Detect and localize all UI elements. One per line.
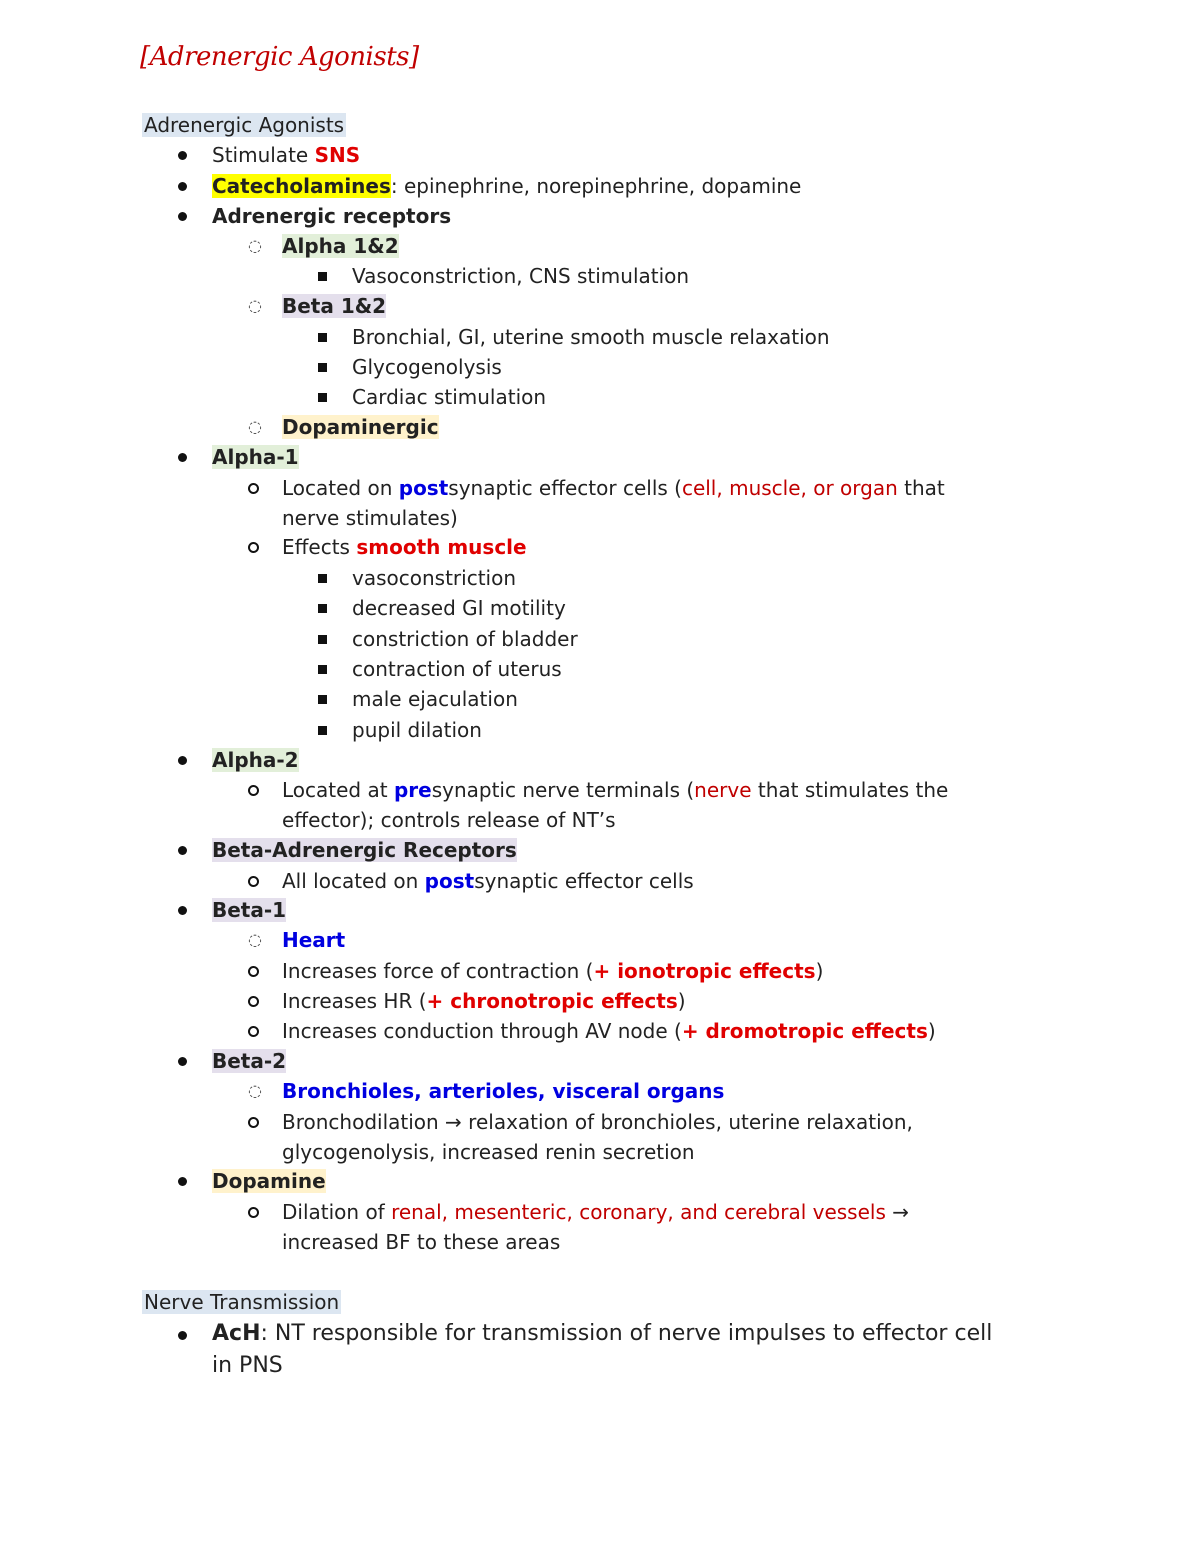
list-item: Alpha-2 — [212, 745, 299, 775]
bullet-icon — [178, 182, 187, 191]
list-item: ◌ Bronchioles, arterioles, visceral organs — [282, 1076, 724, 1106]
list-item-continuation: nerve stimulates) — [282, 506, 458, 530]
bullet-icon — [178, 1331, 187, 1340]
list-item: AcH: NT responsible for transmission of nerve impulses to effector cell — [212, 1319, 992, 1349]
square-bullet-icon — [318, 574, 327, 583]
square-bullet-icon — [318, 635, 327, 644]
bullet-icon — [178, 756, 187, 765]
list-item: pupil dilation — [352, 715, 482, 745]
list-item: vasoconstriction — [352, 563, 516, 593]
square-bullet-icon — [318, 726, 327, 735]
dotted-circle-icon: ◌ — [248, 417, 262, 436]
list-item: Increases conduction through AV node (+ dromotropic effects) — [282, 1016, 936, 1046]
bullet-icon — [178, 1177, 187, 1186]
circle-bullet-icon — [248, 483, 259, 494]
list-item: Beta-Adrenergic Receptors — [212, 835, 517, 865]
square-bullet-icon — [318, 665, 327, 674]
document-title: [Adrenergic Agonists] — [140, 42, 419, 72]
list-item: Vasoconstriction, CNS stimulation — [352, 261, 689, 291]
bullet-icon — [178, 453, 187, 462]
list-item: Beta-1 — [212, 895, 286, 925]
dotted-circle-icon: ◌ — [248, 236, 262, 255]
list-item: Increases force of contraction (+ ionotropic effects) — [282, 956, 823, 986]
list-item: ◌ Heart — [282, 925, 345, 955]
dotted-circle-icon: ◌ — [248, 1081, 262, 1100]
list-item: Located at presynaptic nerve terminals (nerve that stimulates the — [282, 775, 948, 805]
list-item: Cardiac stimulation — [352, 382, 546, 412]
list-item: Catecholamines: epinephrine, norepinephrine, dopamine — [212, 171, 801, 201]
circle-bullet-icon — [248, 785, 259, 796]
list-item: Bronchial, GI, uterine smooth muscle relaxation — [352, 322, 830, 352]
circle-bullet-icon — [248, 542, 259, 553]
list-item: Alpha-1 — [212, 442, 299, 472]
square-bullet-icon — [318, 333, 327, 342]
list-item: male ejaculation — [352, 684, 518, 714]
list-item: Stimulate SNS — [212, 140, 360, 170]
bullet-icon — [178, 212, 187, 221]
list-item: Beta-2 — [212, 1046, 286, 1076]
bullet-icon — [178, 151, 187, 160]
section-heading-adrenergic-agonists: Adrenergic Agonists — [144, 113, 345, 137]
list-item-continuation: in PNS — [212, 1353, 283, 1378]
square-bullet-icon — [318, 272, 327, 281]
list-item: Dilation of renal, mesenteric, coronary, and cerebral vessels → — [282, 1197, 909, 1227]
list-item: Glycogenolysis — [352, 352, 502, 382]
circle-bullet-icon — [248, 1117, 259, 1128]
list-item: contraction of uterus — [352, 654, 562, 684]
list-item: ◌ Dopaminergic — [282, 412, 439, 442]
section-heading-nerve-transmission: Nerve Transmission — [144, 1290, 340, 1314]
list-item: All located on postsynaptic effector cells — [282, 866, 694, 896]
bullet-icon — [178, 906, 187, 915]
list-item: Bronchodilation → relaxation of bronchioles, uterine relaxation, — [282, 1107, 913, 1137]
list-item: ◌ Beta 1&2 — [282, 291, 386, 321]
list-item: constriction of bladder — [352, 624, 578, 654]
list-item: Located on postsynaptic effector cells (cell, muscle, or organ that — [282, 473, 945, 503]
circle-bullet-icon — [248, 1026, 259, 1037]
list-item-continuation: glycogenolysis, increased renin secretion — [282, 1140, 695, 1164]
list-item: Dopamine — [212, 1166, 326, 1196]
circle-bullet-icon — [248, 876, 259, 887]
square-bullet-icon — [318, 695, 327, 704]
bullet-icon — [178, 846, 187, 855]
list-item: ◌ Alpha 1&2 — [282, 231, 399, 261]
dotted-circle-icon: ◌ — [248, 930, 262, 949]
square-bullet-icon — [318, 363, 327, 372]
list-item: Increases HR (+ chronotropic effects) — [282, 986, 686, 1016]
circle-bullet-icon — [248, 996, 259, 1007]
list-item-continuation: effector); controls release of NT’s — [282, 808, 616, 832]
circle-bullet-icon — [248, 1207, 259, 1218]
square-bullet-icon — [318, 393, 327, 402]
dotted-circle-icon: ◌ — [248, 296, 262, 315]
list-item: decreased GI motility — [352, 593, 566, 623]
list-item: Effects smooth muscle — [282, 532, 527, 562]
list-item-continuation: increased BF to these areas — [282, 1230, 561, 1254]
square-bullet-icon — [318, 604, 327, 613]
circle-bullet-icon — [248, 966, 259, 977]
list-item: Adrenergic receptors — [212, 201, 451, 231]
bullet-icon — [178, 1057, 187, 1066]
